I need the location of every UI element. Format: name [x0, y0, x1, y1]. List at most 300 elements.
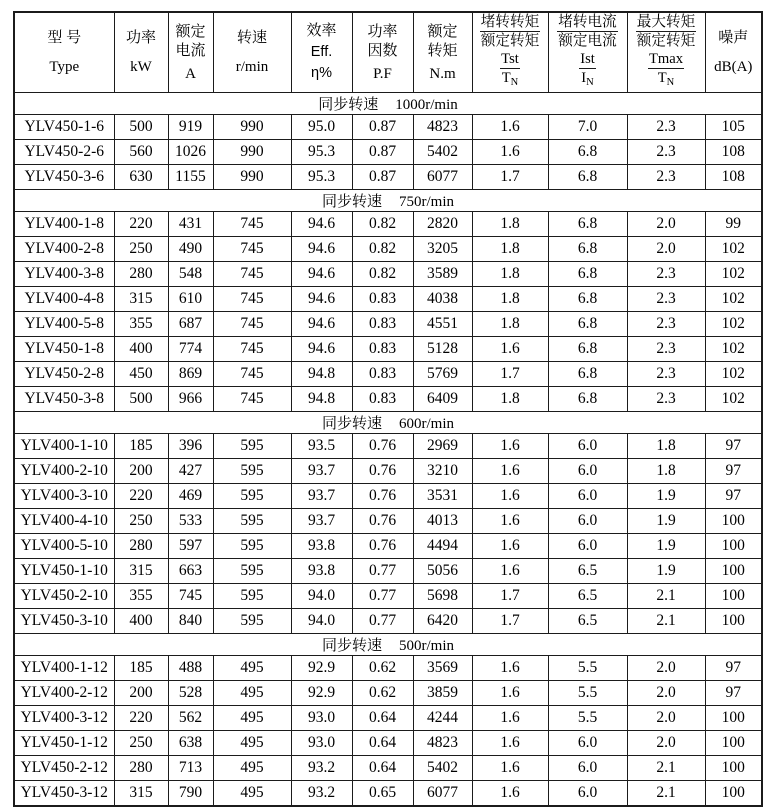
cell-noise-db: 100: [705, 781, 762, 807]
table-row: [14, 212, 762, 237]
cell-power-kw: 315: [114, 781, 168, 807]
cell-efficiency: 94.6: [291, 337, 352, 362]
cell-tst-tn: 1.8: [472, 387, 548, 412]
table-row: [14, 165, 762, 190]
table-row: [14, 731, 762, 756]
section-row: [14, 190, 762, 212]
cell-ist-in: 6.0: [548, 484, 627, 509]
section-title: [14, 412, 762, 434]
cell-efficiency: 94.6: [291, 262, 352, 287]
cell-tmax-tn: 2.3: [627, 337, 705, 362]
cell-noise-db: 102: [705, 262, 762, 287]
cell-type: YLV450-3-10: [14, 609, 114, 634]
cell-rated-current-a: 548: [168, 262, 213, 287]
cell-rated-torque: 5056: [413, 559, 472, 584]
cell-rated-current-a: 488: [168, 656, 213, 681]
cell-efficiency: 94.6: [291, 212, 352, 237]
cell-power-kw: 450: [114, 362, 168, 387]
cell-efficiency: 93.8: [291, 534, 352, 559]
cell-type: YLV400-5-8: [14, 312, 114, 337]
cell-rated-torque: 3859: [413, 681, 472, 706]
cell-tmax-tn: 2.3: [627, 312, 705, 337]
cell-power-kw: 220: [114, 212, 168, 237]
cell-tmax-tn: 2.1: [627, 584, 705, 609]
cell-ist-in: 6.5: [548, 559, 627, 584]
cell-efficiency: 93.2: [291, 781, 352, 807]
cell-type: YLV450-1-12: [14, 731, 114, 756]
cell-tst-tn: 1.6: [472, 337, 548, 362]
cell-tmax-tn: 2.3: [627, 140, 705, 165]
table-row: [14, 237, 762, 262]
cell-rated-current-a: 431: [168, 212, 213, 237]
cell-rated-current-a: 528: [168, 681, 213, 706]
cell-ist-in: 6.8: [548, 312, 627, 337]
cell-tst-tn: 1.6: [472, 459, 548, 484]
cell-power-kw: 250: [114, 509, 168, 534]
table-row: [14, 534, 762, 559]
section-speed: 600r/min: [399, 416, 454, 432]
cell-efficiency: 93.7: [291, 484, 352, 509]
cell-speed-rpm: 745: [213, 337, 291, 362]
table-row: [14, 484, 762, 509]
cell-rated-torque: 4038: [413, 287, 472, 312]
cell-power-factor: 0.83: [352, 387, 413, 412]
cell-type: YLV400-5-10: [14, 534, 114, 559]
cell-speed-rpm: 595: [213, 609, 291, 634]
cell-power-kw: 400: [114, 337, 168, 362]
noise-label-zh: 噪声: [718, 29, 749, 46]
cell-speed-rpm: 745: [213, 237, 291, 262]
tst-zh-numerator: 堵转转矩: [480, 14, 540, 30]
cell-tst-tn: 1.6: [472, 509, 548, 534]
cell-type: YLV400-2-8: [14, 237, 114, 262]
cell-power-kw: 280: [114, 756, 168, 781]
col-header-tmax-tn: [627, 12, 705, 93]
cell-rated-current-a: 745: [168, 584, 213, 609]
speed-label-zh: 转速: [236, 29, 267, 46]
type-label-en: Type: [49, 59, 80, 75]
cell-power-kw: 220: [114, 484, 168, 509]
cell-speed-rpm: 990: [213, 115, 291, 140]
cell-tst-tn: 1.6: [472, 534, 548, 559]
cell-tmax-tn: 2.3: [627, 287, 705, 312]
cell-tmax-tn: 2.0: [627, 731, 705, 756]
cell-type: YLV450-2-12: [14, 756, 114, 781]
cell-power-factor: 0.83: [352, 362, 413, 387]
cell-rated-current-a: 774: [168, 337, 213, 362]
cell-ist-in: 6.8: [548, 140, 627, 165]
cell-rated-current-a: 1026: [168, 140, 213, 165]
cell-noise-db: 102: [705, 312, 762, 337]
eff-label-sym: η%: [311, 64, 332, 81]
cell-speed-rpm: 595: [213, 484, 291, 509]
cell-power-kw: 200: [114, 681, 168, 706]
torque-label-zh1: 额定: [427, 23, 458, 40]
cell-rated-current-a: 966: [168, 387, 213, 412]
cell-rated-torque: 6077: [413, 165, 472, 190]
cell-tst-tn: 1.6: [472, 731, 548, 756]
cell-noise-db: 100: [705, 609, 762, 634]
cell-tst-tn: 1.6: [472, 756, 548, 781]
cell-ist-in: 6.0: [548, 781, 627, 807]
cell-rated-current-a: 533: [168, 509, 213, 534]
cell-tst-tn: 1.8: [472, 237, 548, 262]
cell-tst-tn: 1.6: [472, 140, 548, 165]
cell-ist-in: 6.5: [548, 609, 627, 634]
cell-speed-rpm: 595: [213, 584, 291, 609]
cell-power-kw: 560: [114, 140, 168, 165]
cell-rated-torque: 3205: [413, 237, 472, 262]
cell-ist-in: 6.8: [548, 165, 627, 190]
cell-ist-in: 6.8: [548, 362, 627, 387]
cell-rated-current-a: 663: [168, 559, 213, 584]
cell-ist-in: 5.5: [548, 656, 627, 681]
cell-power-factor: 0.77: [352, 584, 413, 609]
cell-rated-torque: 4494: [413, 534, 472, 559]
col-header-ist-in: [548, 12, 627, 93]
cell-power-factor: 0.62: [352, 681, 413, 706]
cell-type: YLV450-2-6: [14, 140, 114, 165]
cell-power-factor: 0.76: [352, 434, 413, 459]
cell-type: YLV450-3-12: [14, 781, 114, 807]
col-header-rated-torque: [413, 12, 472, 93]
table-row: [14, 559, 762, 584]
type-label-zh: 型 号: [47, 29, 82, 46]
cell-noise-db: 102: [705, 287, 762, 312]
cell-tmax-tn: 2.0: [627, 706, 705, 731]
table-row: [14, 756, 762, 781]
table-row: [14, 434, 762, 459]
cell-tmax-tn: 1.8: [627, 434, 705, 459]
cell-speed-rpm: 495: [213, 656, 291, 681]
cell-efficiency: 95.3: [291, 165, 352, 190]
cell-type: YLV400-3-8: [14, 262, 114, 287]
cell-rated-torque: 2969: [413, 434, 472, 459]
cell-ist-in: 6.0: [548, 434, 627, 459]
cell-ist-in: 6.8: [548, 262, 627, 287]
cell-tst-tn: 1.6: [472, 681, 548, 706]
cell-power-kw: 185: [114, 656, 168, 681]
col-header-tst-tn: [472, 12, 548, 93]
cell-type: YLV400-1-10: [14, 434, 114, 459]
section-label: 同步转速: [318, 97, 379, 113]
section-speed: 750r/min: [399, 194, 454, 210]
cell-rated-current-a: 919: [168, 115, 213, 140]
tst-sym-denominator: $T_N$: [501, 70, 519, 88]
cell-efficiency: 93.8: [291, 559, 352, 584]
cell-tmax-tn: 1.9: [627, 559, 705, 584]
cell-tmax-tn: 1.9: [627, 534, 705, 559]
table-row: [14, 337, 762, 362]
cell-efficiency: 93.7: [291, 459, 352, 484]
cell-efficiency: 94.6: [291, 237, 352, 262]
cell-rated-torque: 6077: [413, 781, 472, 807]
cell-type: YLV400-4-10: [14, 509, 114, 534]
section-title: [14, 190, 762, 212]
table-row: [14, 387, 762, 412]
cell-power-kw: 400: [114, 609, 168, 634]
cell-rated-torque: 6420: [413, 609, 472, 634]
cell-ist-in: 6.8: [548, 212, 627, 237]
cell-noise-db: 97: [705, 484, 762, 509]
cell-type: YLV450-2-10: [14, 584, 114, 609]
cell-noise-db: 100: [705, 559, 762, 584]
cell-rated-current-a: 396: [168, 434, 213, 459]
cell-tmax-tn: 1.9: [627, 509, 705, 534]
cell-type: YLV450-1-6: [14, 115, 114, 140]
cell-power-kw: 185: [114, 434, 168, 459]
section-label: 同步转速: [321, 638, 382, 654]
cell-tmax-tn: 2.1: [627, 781, 705, 807]
cell-tst-tn: 1.8: [472, 312, 548, 337]
cell-efficiency: 95.0: [291, 115, 352, 140]
cell-noise-db: 100: [705, 534, 762, 559]
cell-speed-rpm: 990: [213, 165, 291, 190]
cell-tst-tn: 1.7: [472, 362, 548, 387]
cell-power-factor: 0.76: [352, 459, 413, 484]
cell-power-factor: 0.76: [352, 484, 413, 509]
power-label-zh: 功率: [125, 29, 156, 46]
cell-ist-in: 6.0: [548, 731, 627, 756]
cell-tst-tn: 1.8: [472, 287, 548, 312]
cell-power-factor: 0.76: [352, 509, 413, 534]
cell-power-factor: 0.64: [352, 731, 413, 756]
section-row: [14, 412, 762, 434]
col-header-efficiency: [291, 12, 352, 93]
cell-power-factor: 0.64: [352, 756, 413, 781]
cell-efficiency: 93.7: [291, 509, 352, 534]
cell-efficiency: 92.9: [291, 656, 352, 681]
cell-tst-tn: 1.7: [472, 165, 548, 190]
cell-tst-tn: 1.7: [472, 609, 548, 634]
cell-type: YLV400-3-10: [14, 484, 114, 509]
cell-type: YLV450-3-8: [14, 387, 114, 412]
cell-power-factor: 0.83: [352, 337, 413, 362]
cell-speed-rpm: 745: [213, 287, 291, 312]
cell-rated-current-a: 869: [168, 362, 213, 387]
cell-noise-db: 97: [705, 681, 762, 706]
cell-power-factor: 0.76: [352, 534, 413, 559]
cell-speed-rpm: 745: [213, 387, 291, 412]
cell-speed-rpm: 495: [213, 706, 291, 731]
cell-type: YLV400-2-10: [14, 459, 114, 484]
cell-rated-current-a: 490: [168, 237, 213, 262]
cell-tmax-tn: 2.0: [627, 237, 705, 262]
table-row: [14, 362, 762, 387]
cell-noise-db: 100: [705, 756, 762, 781]
cell-power-factor: 0.77: [352, 559, 413, 584]
cell-efficiency: 93.5: [291, 434, 352, 459]
cell-efficiency: 93.0: [291, 706, 352, 731]
table-row: [14, 584, 762, 609]
cell-tst-tn: 1.7: [472, 584, 548, 609]
cell-noise-db: 102: [705, 337, 762, 362]
cell-speed-rpm: 495: [213, 781, 291, 807]
cell-noise-db: 100: [705, 731, 762, 756]
cell-speed-rpm: 495: [213, 731, 291, 756]
cell-speed-rpm: 595: [213, 509, 291, 534]
cell-rated-current-a: 790: [168, 781, 213, 807]
cell-rated-current-a: 597: [168, 534, 213, 559]
cell-power-factor: 0.65: [352, 781, 413, 807]
cell-power-kw: 355: [114, 584, 168, 609]
cell-power-factor: 0.87: [352, 115, 413, 140]
cell-rated-torque: 2820: [413, 212, 472, 237]
cell-type: YLV400-1-8: [14, 212, 114, 237]
cell-tmax-tn: 2.0: [627, 656, 705, 681]
cell-type: YLV450-1-8: [14, 337, 114, 362]
tmax-zh-numerator: 最大转矩: [636, 14, 696, 30]
cell-tst-tn: 1.8: [472, 262, 548, 287]
cell-speed-rpm: 595: [213, 459, 291, 484]
cell-efficiency: 94.6: [291, 312, 352, 337]
pf-label-zh1: 功率: [367, 23, 398, 40]
table-row: [14, 115, 762, 140]
cell-tmax-tn: 2.3: [627, 362, 705, 387]
col-header-rated-current: [168, 12, 213, 93]
cell-tmax-tn: 2.3: [627, 262, 705, 287]
cell-rated-torque: 5128: [413, 337, 472, 362]
table-row: [14, 609, 762, 634]
cell-ist-in: 5.5: [548, 681, 627, 706]
table-row: [14, 287, 762, 312]
ist-sym-numerator: Ist: [580, 51, 595, 67]
cell-type: YLV450-2-8: [14, 362, 114, 387]
cell-ist-in: 6.0: [548, 459, 627, 484]
cell-noise-db: 108: [705, 165, 762, 190]
cell-type: YLV400-4-8: [14, 287, 114, 312]
cell-noise-db: 102: [705, 387, 762, 412]
cell-power-kw: 280: [114, 534, 168, 559]
power-label-en: kW: [130, 59, 152, 75]
cell-rated-torque: 5769: [413, 362, 472, 387]
current-label-en: A: [185, 65, 196, 82]
cell-rated-current-a: 687: [168, 312, 213, 337]
cell-ist-in: 6.8: [548, 287, 627, 312]
cell-power-factor: 0.87: [352, 140, 413, 165]
cell-tst-tn: 1.6: [472, 781, 548, 807]
cell-power-factor: 0.87: [352, 165, 413, 190]
cell-tmax-tn: 1.8: [627, 459, 705, 484]
cell-rated-torque: 3589: [413, 262, 472, 287]
cell-speed-rpm: 745: [213, 312, 291, 337]
cell-efficiency: 92.9: [291, 681, 352, 706]
tmax-zh-denominator: 额定转矩: [636, 33, 696, 49]
cell-rated-current-a: 713: [168, 756, 213, 781]
cell-power-factor: 0.62: [352, 656, 413, 681]
pf-label-zh2: 因数: [367, 42, 398, 59]
col-header-type: [14, 12, 114, 93]
cell-noise-db: 100: [705, 584, 762, 609]
cell-speed-rpm: 495: [213, 681, 291, 706]
cell-power-kw: 630: [114, 165, 168, 190]
cell-noise-db: 100: [705, 509, 762, 534]
table-row: [14, 656, 762, 681]
tmax-sym-denominator: $T_N$: [657, 70, 675, 88]
cell-rated-current-a: 469: [168, 484, 213, 509]
table-header: [14, 12, 762, 93]
cell-speed-rpm: 745: [213, 362, 291, 387]
cell-power-kw: 250: [114, 237, 168, 262]
cell-efficiency: 93.2: [291, 756, 352, 781]
section-row: [14, 634, 762, 656]
cell-power-factor: 0.83: [352, 287, 413, 312]
cell-rated-current-a: 610: [168, 287, 213, 312]
cell-noise-db: 99: [705, 212, 762, 237]
table-row: [14, 459, 762, 484]
cell-power-factor: 0.64: [352, 706, 413, 731]
cell-tst-tn: 1.6: [472, 706, 548, 731]
cell-rated-current-a: 427: [168, 459, 213, 484]
cell-tmax-tn: 1.9: [627, 484, 705, 509]
cell-power-kw: 315: [114, 287, 168, 312]
cell-noise-db: 102: [705, 237, 762, 262]
cell-type: YLV400-3-12: [14, 706, 114, 731]
cell-tmax-tn: 2.3: [627, 387, 705, 412]
section-title: [14, 93, 762, 115]
eff-label-en: Eff.: [310, 43, 333, 60]
cell-power-factor: 0.82: [352, 237, 413, 262]
cell-power-kw: 315: [114, 559, 168, 584]
current-label-zh1: 额定: [175, 23, 206, 40]
cell-rated-torque: 3210: [413, 459, 472, 484]
cell-power-factor: 0.82: [352, 262, 413, 287]
eff-label-zh: 效率: [306, 23, 337, 40]
cell-ist-in: 7.0: [548, 115, 627, 140]
ist-zh-denominator: 额定电流: [558, 33, 617, 49]
cell-power-kw: 500: [114, 115, 168, 140]
cell-power-kw: 355: [114, 312, 168, 337]
cell-type: YLV450-1-10: [14, 559, 114, 584]
section-label: 同步转速: [321, 194, 382, 210]
cell-power-factor: 0.82: [352, 212, 413, 237]
cell-ist-in: 5.5: [548, 706, 627, 731]
table-row: [14, 681, 762, 706]
section-row: [14, 93, 762, 115]
cell-rated-torque: 5402: [413, 756, 472, 781]
cell-noise-db: 105: [705, 115, 762, 140]
table-row: [14, 509, 762, 534]
motor-spec-table-container: [13, 11, 763, 807]
cell-efficiency: 94.8: [291, 362, 352, 387]
current-label-zh2: 电流: [175, 42, 206, 59]
cell-tmax-tn: 2.3: [627, 165, 705, 190]
col-header-power: [114, 12, 168, 93]
cell-rated-torque: 4244: [413, 706, 472, 731]
cell-type: YLV400-2-12: [14, 681, 114, 706]
cell-tmax-tn: 2.0: [627, 681, 705, 706]
cell-ist-in: 6.8: [548, 337, 627, 362]
cell-power-kw: 200: [114, 459, 168, 484]
tst-zh-denominator: 额定转矩: [480, 33, 540, 49]
cell-speed-rpm: 595: [213, 434, 291, 459]
cell-tst-tn: 1.6: [472, 656, 548, 681]
table-row: [14, 706, 762, 731]
cell-rated-torque: 4013: [413, 509, 472, 534]
header-row: [14, 12, 762, 93]
cell-tmax-tn: 2.1: [627, 609, 705, 634]
section-title: [14, 634, 762, 656]
cell-speed-rpm: 990: [213, 140, 291, 165]
cell-rated-torque: 5402: [413, 140, 472, 165]
cell-type: YLV450-3-6: [14, 165, 114, 190]
ist-sym-denominator: $I_N$: [581, 70, 594, 88]
table-row: [14, 140, 762, 165]
cell-power-kw: 500: [114, 387, 168, 412]
tst-sym-numerator: Tst: [501, 51, 519, 67]
cell-rated-current-a: 1155: [168, 165, 213, 190]
cell-power-factor: 0.83: [352, 312, 413, 337]
